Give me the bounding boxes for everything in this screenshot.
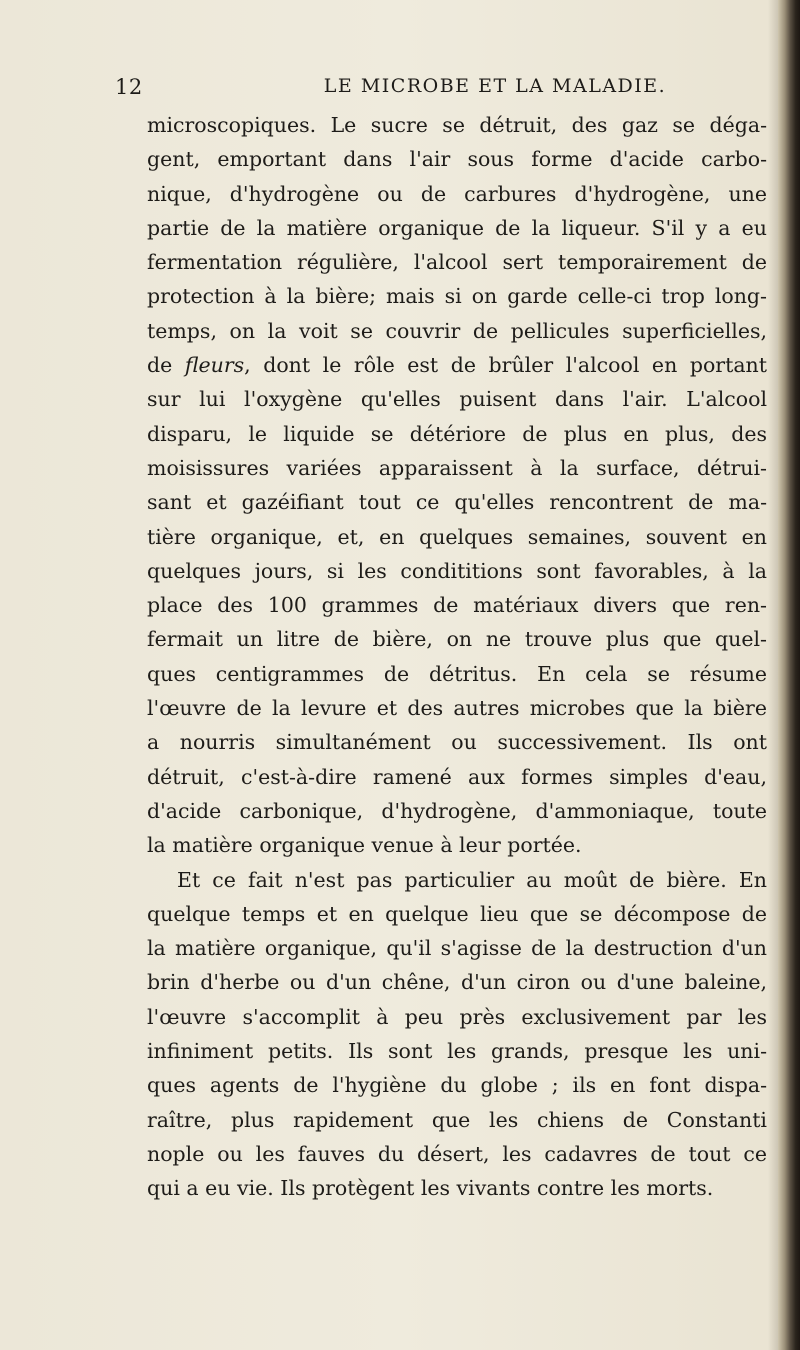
text-line: disparu, le liquide se détériore de plus en plus, des: [147, 421, 767, 446]
text-line: infiniment petits. Ils sont les grands, presque les uni-: [147, 1039, 767, 1064]
text-line: moisissures variées apparaissent à la surface, détrui-: [147, 455, 767, 480]
text-line: protection à la bière; mais si on garde celle-ci trop long-: [147, 284, 767, 309]
text-line: l'œuvre s'accomplit à peu près exclusivement par les: [147, 1004, 767, 1029]
text-line: nople ou les fauves du désert, les cadavres de tout ce: [147, 1141, 767, 1166]
text-line: place des 100 grammes de matériaux divers que ren-: [147, 593, 767, 618]
text-line: temps, on la voit se couvrir de pellicules superficielles,: [147, 318, 767, 343]
text-line: quelques jours, si les condititions sont favorables, à la: [147, 558, 767, 583]
text-line: quelque temps et en quelque lieu que se décompose de: [147, 901, 767, 926]
text-line: détruit, c'est-à-dire ramené aux formes simples d'eau,: [147, 764, 767, 789]
text-line: qui a eu vie. Ils protègent les vivants contre les morts.: [147, 1176, 714, 1201]
text-line: a nourris simultanément ou successivement. Ils ont: [147, 730, 767, 755]
text-line: brin d'herbe ou d'un chêne, d'un ciron ou d'une baleine,: [147, 970, 767, 995]
text-line: tière organique, et, en quelques semaines, souvent en: [147, 524, 767, 549]
text-line: raître, plus rapidement que les chiens de Constanti: [147, 1107, 767, 1132]
page-header: [115, 75, 775, 105]
text-line: la matière organique venue à leur portée.: [147, 833, 582, 858]
text-line-with-italic: [147, 348, 767, 382]
text-line: ques agents de l'hygiène du globe ; ils en font dispa-: [147, 1073, 767, 1098]
text-line: Et ce fait n'est pas particulier au moût de bière. En: [177, 867, 767, 892]
text-line: sur lui l'oxygène qu'elles puisent dans l'air. L'alcool: [147, 387, 767, 412]
page-number: 12: [115, 75, 143, 99]
italic-word-fleurs: fleurs: [184, 353, 245, 378]
body-text: [147, 108, 767, 1206]
text-line: la matière organique, qu'il s'agisse de la destruction d'un: [147, 936, 767, 961]
text-line: d'acide carbonique, d'hydrogène, d'ammoniaque, toute: [147, 798, 767, 823]
text-line: nique, d'hydrogène ou de carbures d'hydrogène, une: [147, 181, 767, 206]
text-line: l'œuvre de la levure et des autres microbes que la bière: [147, 696, 767, 721]
text-line: microscopiques. Le sucre se détruit, des gaz se déga-: [147, 113, 767, 137]
text-line: ques centigrammes de détritus. En cela se résume: [147, 661, 767, 686]
text-line: sant et gazéifiant tout ce qu'elles rencontrent de ma-: [147, 490, 767, 515]
text-fragment: , dont le rôle est de brûler l'alcool en portant: [244, 353, 767, 378]
text-line: fermentation régulière, l'alcool sert temporairement de: [147, 250, 767, 275]
running-title: LE MICROBE ET LA MALADIE.: [323, 75, 667, 97]
text-fragment: de: [147, 353, 185, 378]
page-gutter-shadow: [768, 0, 778, 1350]
book-spine-edge: [778, 0, 800, 1350]
text-line: gent, emportant dans l'air sous forme d'acide carbo-: [147, 147, 767, 172]
text-line: fermait un litre de bière, on ne trouve plus que quel-: [147, 627, 767, 652]
text-line: partie de la matière organique de la liqueur. S'il y a eu: [147, 215, 767, 240]
